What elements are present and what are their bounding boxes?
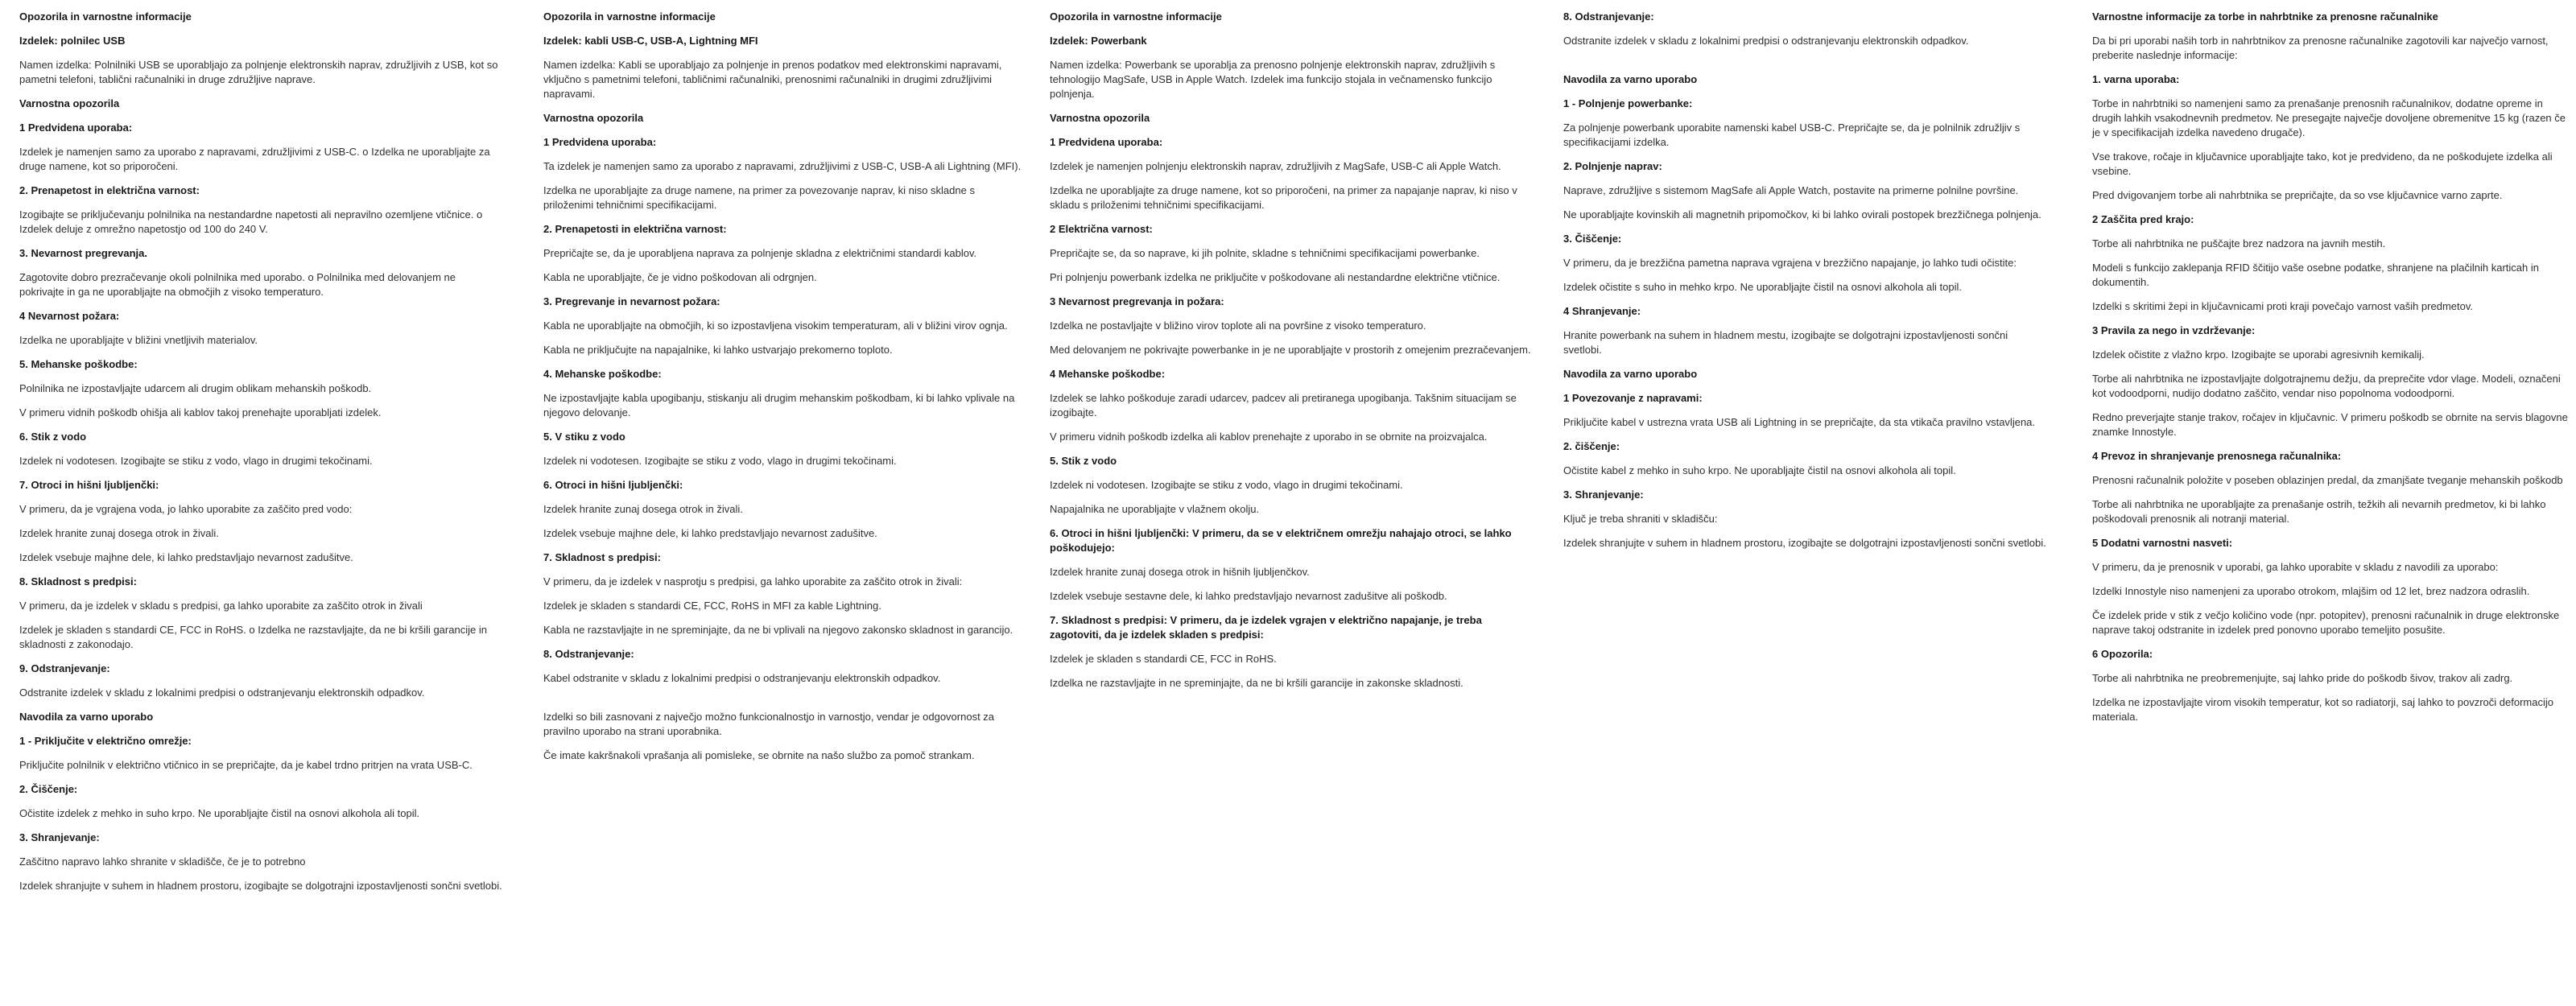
paragraph: Torbe ali nahrbtnika ne puščajte brez nadzora na javnih mestih. [2092, 237, 2386, 249]
paragraph: Da bi pri uporabi naših torb in nahrbtnikov za prenosne računalnike zagotovili kar največjo varnost, preberite naslednje informacije: [2092, 35, 2549, 61]
section-heading: 6. Otroci in hišni ljubljenčki: [543, 479, 683, 491]
paragraph: Ne izpostavljajte kabla upogibanju, stiskanju ali drugim mehanskim poškodbam, ki bi lahko vplivale na njegovo delovanje. [543, 392, 1015, 418]
section-heading: 3. Shranjevanje: [19, 831, 100, 843]
paragraph: Če imate kakršnakoli vprašanja ali pomisleke, se obrnite na našo službo za pomoč strankam. [543, 749, 975, 761]
paragraph: Če izdelek pride v stik z večjo količino vode (npr. potopitev), prenosni računalnik in druge elektronske naprave takoj odstranite in izdelek pred ponovno uporabo temeljito posušite. [2092, 609, 2560, 636]
section-heading: Izdelek: kabli USB-C, USB-A, Lightning MFI [543, 35, 758, 47]
paragraph: Pred dvigovanjem torbe ali nahrbtnika se prepričajte, da so vse ključavnice varno zaprte. [2092, 189, 2503, 201]
section-heading: Navodila za varno uporabo [1563, 73, 1698, 85]
paragraph: Izdelek očistite s suho in mehko krpo. Ne uporabljajte čistil na osnovi alkohola ali topil. [1563, 281, 1962, 293]
section-heading: 2. Čiščenje: [19, 783, 78, 795]
paragraph: Torbe ali nahrbtnika ne izpostavljajte dolgotrajnemu dežju, da preprečite vdor vlage. Modeli, označeni kot vodoodporni, nudijo dodatno zaščito, vendar niso popolnoma vodoodporni. [2092, 373, 2561, 399]
section-heading: 8. Odstranjevanje: [543, 648, 634, 660]
paragraph: Izdelka ne uporabljajte za druge namene, kot so priporočeni, na primer za napajanje naprav, ki niso v skladu s priloženimi tehničnimi specifikacijami. [1050, 184, 1517, 211]
section-heading: 4. Mehanske poškodbe: [543, 368, 662, 380]
section-heading: 1 Predvidena uporaba: [1050, 136, 1163, 148]
section-heading: 6. Stik z vodo [19, 431, 87, 443]
paragraph: Kabel odstranite v skladu z lokalnimi predpisi o odstranjevanju elektronskih odpadkov. [543, 672, 941, 684]
section-heading: 1 Predvidena uporaba: [543, 136, 657, 148]
paragraph: Zaščitno napravo lahko shranite v skladišče, če je to potrebno [19, 856, 306, 868]
paragraph: Priključite polnilnik v električno vtičnico in se prepričajte, da je kabel trdno pritrjen na vrata USB-C. [19, 759, 473, 771]
paragraph: Torbe ali nahrbtnika ne preobremenjujte, saj lahko pride do poškodb šivov, trakov ali zadrg. [2092, 672, 2513, 684]
paragraph: Izdelka ne postavljajte v bližino virov toplote ali na površine z visoko temperaturo. [1050, 320, 1426, 332]
paragraph: Namen izdelka: Powerbank se uporablja za prenosno polnjenje elektronskih naprav, združljivih s tehnologijo MagSafe, USB in Apple Watch. Izdelek ima funkcijo stojala in večnamensko funkcijo polnjenja. [1050, 59, 1496, 100]
section-heading: Varnostna opozorila [19, 97, 120, 109]
section-heading: Navodila za varno uporabo [1563, 368, 1698, 380]
paragraph: Izdelek shranjujte v suhem in hladnem prostoru, izogibajte se dolgotrajni izpostavljenosti sončni svetlobi. [19, 880, 502, 892]
paragraph: Izdelek je namenjen samo za uporabo z napravami, združljivimi z USB-C. o Izdelka ne uporabljajte za druge namene, kot so priporočeni. [19, 146, 490, 172]
section-heading: 1 Predvidena uporaba: [19, 122, 133, 134]
paragraph: Očistite kabel z mehko in suho krpo. Ne uporabljajte čistil na osnovi alkohola ali topil. [1563, 464, 1956, 476]
section-heading: 5 Dodatni varnostni nasveti: [2092, 537, 2233, 549]
section-heading: 4 Nevarnost požara: [19, 310, 120, 322]
section-heading: 8. Odstranjevanje: [1563, 10, 1654, 23]
section-heading: 4 Shranjevanje: [1563, 305, 1641, 317]
section-heading: 2 Zaščita pred krajo: [2092, 213, 2194, 225]
paragraph: Izdelek se lahko poškoduje zaradi udarcev, padcev ali pretiranega upogibanja. Takšnim situacijam se izogibajte. [1050, 392, 1517, 418]
paragraph: Redno preverjajte stanje trakov, ročajev in ključavnic. V primeru poškodb se obrnite na servis blagovne znamke Innostyle. [2092, 411, 2568, 438]
paragraph: Prepričajte se, da je uporabljena naprava za polnjenje skladna z električnimi standardi kablov. [543, 247, 977, 259]
section-heading: Opozorila in varnostne informacije [19, 10, 192, 23]
paragraph: Torbe in nahrbtniki so namenjeni samo za prenašanje prenosnih računalnikov, dodatne opreme in drugih lahkih vsakodnevnih predmetov. Ne presegajte največje dovoljene obremenitve 15 kg (razen če je v specifikacijah izdelka navedeno drugače). [2092, 97, 2566, 138]
section-heading: 6 Opozorila: [2092, 648, 2153, 660]
paragraph: Odstranite izdelek v skladu z lokalnimi predpisi o odstranjevanju elektronskih odpadkov. [1563, 35, 1969, 47]
paragraph: Za polnjenje powerbank uporabite namenski kabel USB-C. Prepričajte se, da je polnilnik združljiv s specifikacijami izdelka. [1563, 122, 2021, 148]
section-heading: 7. Skladnost s predpisi: [543, 551, 661, 563]
paragraph: Izdelek hranite zunaj dosega otrok in živali. [19, 527, 219, 539]
paragraph: Namen izdelka: Kabli se uporabljajo za polnjenje in prenos podatkov med elektronskimi napravami, vključno s pametnimi telefoni, tabličnimi računalniki, prenosnimi računalniki in drugimi združljivimi napravami. [543, 59, 1002, 100]
section-heading: 5. Stik z vodo [1050, 455, 1117, 467]
paragraph: Izdelek vsebuje majhne dele, ki lahko predstavljajo nevarnost zadušitve. [19, 551, 353, 563]
paragraph: Izdelek očistite z vlažno krpo. Izogibajte se uporabi agresivnih kemikalij. [2092, 348, 2425, 361]
paragraph: Izdelek ni vodotesen. Izogibajte se stiku z vodo, vlago in drugimi tekočinami. [1050, 479, 1403, 491]
section-heading: Varnostne informacije za torbe in nahrbtnike za prenosne računalnike [2092, 10, 2438, 23]
section-heading: 3. Pregrevanje in nevarnost požara: [543, 295, 720, 307]
column-laptop-bags [2092, 10, 2569, 734]
section-heading: 8. Skladnost s predpisi: [19, 575, 137, 588]
paragraph: Izogibajte se priključevanju polnilnika na nestandardne napetosti ali nepravilno ozemljene vtičnice. o Izdelek deluje z omrežno napetostjo od 100 do 240 V. [19, 208, 483, 235]
paragraph: Izdelek je namenjen polnjenju elektronskih naprav, združljivih z MagSafe, USB-C ali Apple Watch. [1050, 160, 1501, 172]
paragraph: V primeru, da je vgrajena voda, jo lahko uporabite za zaščito pred vodo: [19, 503, 353, 515]
paragraph: Pri polnjenju powerbank izdelka ne priključite v poškodovane ali nestandardne električne vtičnice. [1050, 271, 1501, 283]
paragraph: Odstranite izdelek v skladu z lokalnimi predpisi o odstranjevanju elektronskih odpadkov. [19, 686, 425, 699]
section-heading: 2. Polnjenje naprav: [1563, 160, 1662, 172]
paragraph: Napajalnika ne uporabljajte v vlažnem okolju. [1050, 503, 1260, 515]
paragraph: Vse trakove, ročaje in ključavnice uporabljajte tako, kot je predvideno, da ne poškodujete izdelka ali vsebine. [2092, 150, 2553, 177]
paragraph: Namen izdelka: Polnilniki USB se uporabljajo za polnjenje elektronskih naprav, združljivih z USB, kot so pametni telefoni, tablični računalniki in druge združljive naprave. [19, 59, 498, 85]
paragraph: Očistite izdelek z mehko in suho krpo. Ne uporabljajte čistil na osnovi alkohola ali topil. [19, 807, 420, 819]
section-heading: Opozorila in varnostne informacije [1050, 10, 1222, 23]
section-heading: Izdelek: Powerbank [1050, 35, 1147, 47]
section-heading: 2. Prenapetost in električna varnost: [19, 184, 200, 196]
paragraph: Izdelek ni vodotesen. Izogibajte se stiku z vodo, vlago in drugimi tekočinami. [19, 455, 373, 467]
paragraph: Hranite powerbank na suhem in hladnem mestu, izogibajte se dolgotrajni izpostavljenosti sončni svetlobi. [1563, 329, 2008, 356]
paragraph: Izdelek je skladen s standardi CE, FCC, RoHS in MFI za kable Lightning. [543, 600, 881, 612]
section-heading: 5. Mehanske poškodbe: [19, 358, 138, 370]
paragraph: V primeru, da je prenosnik v uporabi, ga lahko uporabite v skladu z navodili za uporabo: [2092, 561, 2499, 573]
section-heading: 1. varna uporaba: [2092, 73, 2180, 85]
paragraph: Izdelek hranite zunaj dosega otrok in živali. [543, 503, 743, 515]
section-heading: 3 Pravila za nego in vzdrževanje: [2092, 324, 2256, 336]
paragraph: Kabla ne razstavljajte in ne spreminjajte, da ne bi vplivali na njegovo zakonsko skladnost in garancijo. [543, 624, 1013, 636]
column-cables [543, 10, 1026, 773]
section-heading: 4 Mehanske poškodbe: [1050, 368, 1166, 380]
paragraph: Izdelek vsebuje majhne dele, ki lahko predstavljajo nevarnost zadušitve. [543, 527, 877, 539]
section-heading: 4 Prevoz in shranjevanje prenosnega računalnika: [2092, 450, 2342, 462]
section-heading: Navodila za varno uporabo [19, 711, 154, 723]
paragraph: Priključite kabel v ustrezna vrata USB ali Lightning in se prepričajte, da sta vtikača pravilno vstavljena. [1563, 416, 2036, 428]
paragraph: Izdelek shranjujte v suhem in hladnem prostoru, izogibajte se dolgotrajni izpostavljenosti sončni svetlobi. [1563, 537, 2046, 549]
paragraph: Izdelki so bili zasnovani z največjo možno funkcionalnostjo in varnostjo, vendar je odgovornost za pravilno uporabo na strani uporabnika. [543, 711, 995, 737]
section-heading: 1 Povezovanje z napravami: [1563, 392, 1703, 404]
paragraph: Prepričajte se, da so naprave, ki jih polnite, skladne s tehničnimi specifikacijami powerbanke. [1050, 247, 1480, 259]
section-heading: 3. Čiščenje: [1563, 233, 1622, 245]
paragraph: Izdelka ne uporabljajte za druge namene, na primer za povezovanje naprav, ki niso skladne s priloženimi tehničnimi specifikacijami. [543, 184, 975, 211]
paragraph: V primeru, da je izdelek v skladu s predpisi, ga lahko uporabite za zaščito otrok in živali [19, 600, 423, 612]
paragraph: V primeru, da je brezžična pametna naprava vgrajena v brezžično napajanje, jo lahko tudi očistite: [1563, 257, 2017, 269]
section-heading: 9. Odstranjevanje: [19, 662, 110, 674]
column-usb-charger [19, 10, 502, 903]
section-heading: 3. Shranjevanje: [1563, 489, 1644, 501]
paragraph: Ta izdelek je namenjen samo za uporabo z napravami, združljivimi z USB-C, USB-A ali Lightning (MFI). [543, 160, 1022, 172]
paragraph: Kabla ne uporabljajte na območjih, ki so izpostavljena visokim temperaturam, ali v bližini virov ognja. [543, 320, 1008, 332]
paragraph: Izdelka ne izpostavljajte virom visokih temperatur, kot so radiatorji, saj lahko to povzroči deformacijo materiala. [2092, 696, 2553, 723]
paragraph: Izdelek ni vodotesen. Izogibajte se stiku z vodo, vlago in drugimi tekočinami. [543, 455, 897, 467]
paragraph: Zagotovite dobro prezračevanje okoli polnilnika med uporabo. o Polnilnika med delovanjem ne pokrivajte in ga ne uporabljajte na območjih z visoko temperaturo. [19, 271, 456, 298]
paragraph: V primeru, da je izdelek v nasprotju s predpisi, ga lahko uporabite za zaščito otrok in živali: [543, 575, 963, 588]
section-heading: 1 - Priključite v električno omrežje: [19, 735, 192, 747]
paragraph: Ključ je treba shraniti v skladišču: [1563, 513, 1718, 525]
section-heading: 7. Otroci in hišni ljubljenčki: [19, 479, 159, 491]
section-heading: 2 Električna varnost: [1050, 223, 1153, 235]
paragraph: Izdelek je skladen s standardi CE, FCC in RoHS. o Izdelka ne razstavljajte, da ne bi kršili garancije in skladnosti z zakonodajo. [19, 624, 487, 650]
paragraph: Kabla ne uporabljajte, če je vidno poškodovan ali odrgnjen. [543, 271, 817, 283]
paragraph: Izdelka ne uporabljajte v bližini vnetljivih materialov. [19, 334, 258, 346]
section-heading: Varnostna opozorila [1050, 112, 1150, 124]
paragraph: Izdelek je skladen s standardi CE, FCC in RoHS. [1050, 653, 1277, 665]
paragraph: Izdelki s skritimi žepi in ključavnicami proti kraji povečajo varnost vaših predmetov. [2092, 300, 2473, 312]
paragraph: Ne uporabljajte kovinskih ali magnetnih pripomočkov, ki bi lahko ovirali postopek brezžičnega polnjenja. [1563, 208, 2041, 221]
section-heading: 7. Skladnost s predpisi: V primeru, da je izdelek vgrajen v električno napajanje, je treba zagotoviti, da je izdelek skladen s predpisi: [1050, 614, 1482, 641]
paragraph: V primeru vidnih poškodb izdelka ali kablov prenehajte z uporabo in se obrnite na proizvajalca. [1050, 431, 1488, 443]
section-heading: 5. V stiku z vodo [543, 431, 625, 443]
column-powerbank-usage [1563, 10, 2046, 560]
paragraph: V primeru vidnih poškodb ohišja ali kablov takoj prenehajte uporabljati izdelek. [19, 406, 382, 418]
paragraph: Med delovanjem ne pokrivajte powerbanke in je ne uporabljajte v prostorih z omejenim prezračevanjem. [1050, 344, 1531, 356]
paragraph: Izdelka ne razstavljajte in ne spreminjajte, da ne bi kršili garancije in zakonske skladnosti. [1050, 677, 1463, 689]
paragraph: Modeli s funkcijo zaklepanja RFID ščitijo vaše osebne podatke, shranjene na plačilnih karticah in dokumentih. [2092, 262, 2539, 288]
section-heading: 2. čiščenje: [1563, 440, 1620, 452]
paragraph: Torbe ali nahrbtnika ne uporabljajte za prenašanje ostrih, težkih ali nevarnih predmetov, ki bi lahko poškodovali prenosnik ali notranji material. [2092, 498, 2546, 525]
section-heading: Izdelek: polnilec USB [19, 35, 126, 47]
section-heading: 1 - Polnjenje powerbanke: [1563, 97, 1693, 109]
section-heading: 2. Prenapetosti in električna varnost: [543, 223, 727, 235]
paragraph: Prenosni računalnik položite v poseben oblazinjen predal, da zmanjšate tveganje mehanskih poškodb [2092, 474, 2563, 486]
section-heading: 3 Nevarnost pregrevanja in požara: [1050, 295, 1224, 307]
paragraph: Izdelek vsebuje sestavne dele, ki lahko predstavljajo nevarnost zadušitve ali poškodb. [1050, 590, 1447, 602]
section-heading: 3. Nevarnost pregrevanja. [19, 247, 147, 259]
section-heading: Opozorila in varnostne informacije [543, 10, 716, 23]
paragraph: Izdelek hranite zunaj dosega otrok in hišnih ljubljenčkov. [1050, 566, 1310, 578]
paragraph: Naprave, združljive s sistemom MagSafe ali Apple Watch, postavite na primerne polnilne površine. [1563, 184, 2019, 196]
section-heading: 6. Otroci in hišni ljubljenčki: V primeru, da se v električnem omrežju nahajajo otroci, se lahko poškodujejo: [1050, 527, 1512, 554]
paragraph: Polnilnika ne izpostavljajte udarcem ali drugim oblikam mehanskih poškodb. [19, 382, 372, 394]
section-heading: Varnostna opozorila [543, 112, 644, 124]
column-powerbank [1050, 10, 1531, 700]
paragraph: Izdelki Innostyle niso namenjeni za uporabo otrokom, mlajšim od 12 let, brez nadzora odraslih. [2092, 585, 2530, 597]
paragraph: Kabla ne priključujte na napajalnike, ki lahko ustvarjajo prekomerno toploto. [543, 344, 893, 356]
